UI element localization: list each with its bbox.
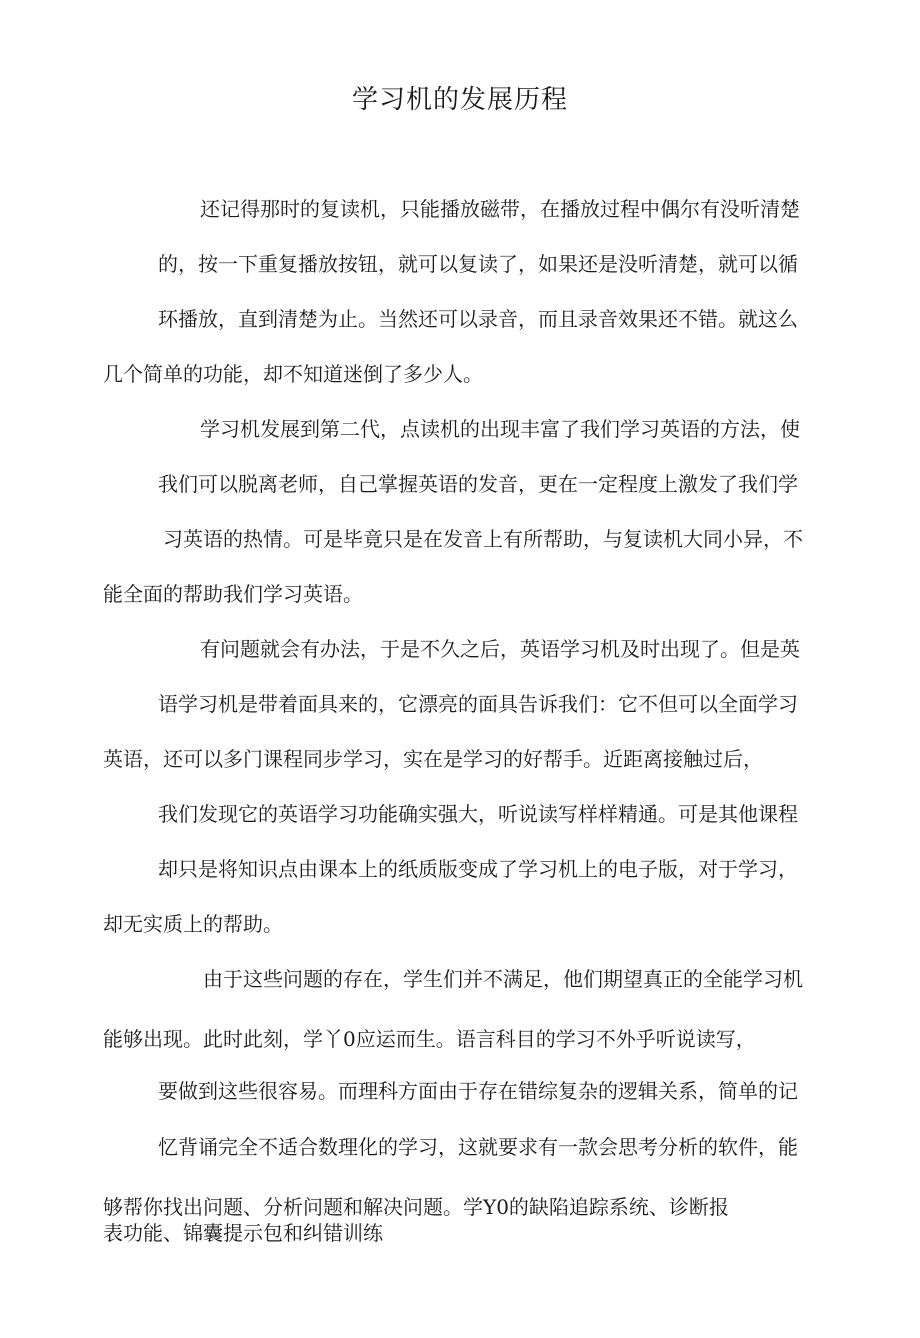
paragraph-4-line-5: 够帮你找出问题、分析问题和解决问题。学Y0的缺陷追踪系统、诊断报 [103,1195,729,1219]
paragraph-1-line-3: 环播放，直到清楚为止。当然还可以录音，而且录音效果还不错。就这么 [158,307,798,331]
paragraph-4-line-1: 由于这些问题的存在，学生们并不满足，他们期望真正的全能学习机 [203,967,803,991]
paragraph-1-line-2: 的，按一下重复播放按钮，就可以复读了，如果还是没听清楚，就可以循 [158,252,798,276]
paragraph-3-line-2: 语学习机是带着面具来的，它漂亮的面具告诉我们：它不但可以全面学习 [158,692,798,716]
paragraph-3-line-6: 却无实质上的帮助。 [103,912,283,936]
paragraph-2-line-2: 我们可以脱离老师，自己掌握英语的发音，更在一定程度上激发了我们学 [158,472,798,496]
paragraph-3-line-3: 英语，还可以多门课程同步学习，实在是学习的好帮手。近距离接触过后， [103,747,763,771]
paragraph-1-line-4: 几个简单的功能，却不知道迷倒了多少人。 [103,362,483,386]
paragraph-4-line-2: 能够出现。此时此刻，学丫0应运而生。语言科目的学习不外乎听说读写， [103,1027,756,1051]
paragraph-2-line-3: 习英语的热情。可是毕竟只是在发音上有所帮助，与复读机大同小异，不 [163,527,803,551]
paragraph-4-line-4: 忆背诵完全不适合数理化的学习，这就要求有一款会思考分析的软件，能 [158,1135,798,1159]
page-title: 学习机的发展历程 [351,85,568,115]
paragraph-2-line-4: 能全面的帮助我们学习英语。 [103,582,363,606]
paragraph-3-line-4: 我们发现它的英语学习功能确实强大，听说读写样样精通。可是其他课程 [158,802,798,826]
paragraph-4-line-6: 表功能、锦囊提示包和纠错训练 [103,1221,383,1245]
paragraph-2-line-1: 学习机发展到第二代，点读机的出现丰富了我们学习英语的方法，使 [200,417,800,441]
paragraph-3-line-5: 却只是将知识点由课本上的纸质版变成了学习机上的电子版，对于学习， [158,857,798,881]
paragraph-1-line-1: 还记得那时的复读机，只能播放磁带，在播放过程中偶尔有没听清楚 [200,197,800,221]
paragraph-4-line-3: 要做到这些很容易。而理科方面由于存在错综复杂的逻辑关系，简单的记 [158,1079,798,1103]
paragraph-3-line-1: 有问题就会有办法，于是不久之后，英语学习机及时出现了。但是英 [200,637,800,661]
